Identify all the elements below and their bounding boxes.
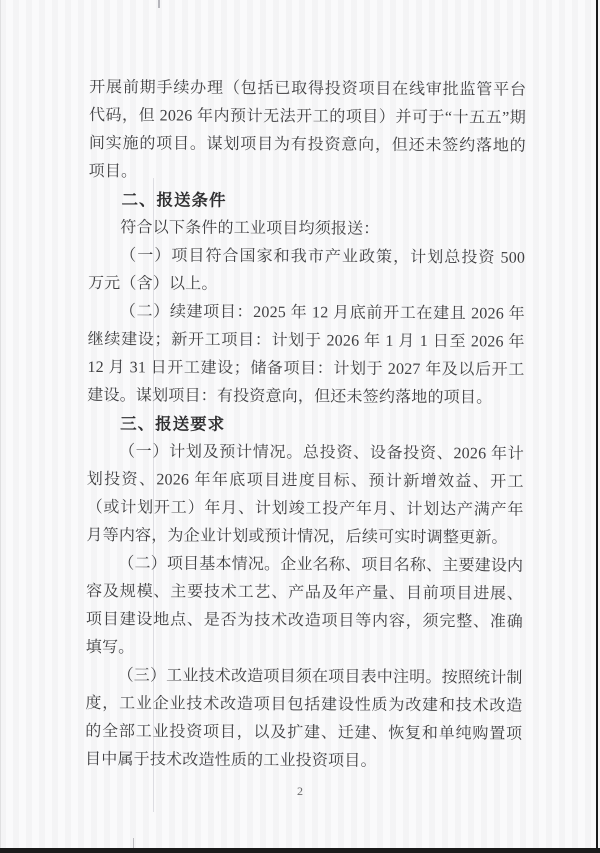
- document-body: [85, 74, 526, 777]
- scan-edge-right: [596, 0, 598, 853]
- scan-edge-left: [0, 0, 1, 853]
- section-heading-submission-requirements: 三、报送要求: [120, 415, 226, 434]
- paragraph-requirement-3-tech-renovation: （三）工业技术改造项目须在项目表中注明。按照统计制度，工业企业技术改造项目包括建设性质为改建和技术改造的全部工业投资项目，以及扩建、迁建、恢复和单纯购置项目中属于技术改造性质的工业投资项目。: [85, 667, 523, 770]
- paragraph-continuation-prep-procedures: 开展前期手续办理（包括已取得投资项目在线审批监管平台代码，但 2026 年内预计无法开工的项目）并可于“十五五”期间实施的项目。谋划项目为有投资意向，但还未签约落地的项目。: [88, 79, 527, 181]
- paragraph-requirement-2-basic-info: （二）项目基本情况。企业名称、项目名称、主要建设内容及规模、主要技术工艺、产品及年产量、目前项目进展、项目建设地点、是否为技术改造项目等内容，须完整、准确填写。: [85, 555, 524, 657]
- paragraph-condition-1-investment-threshold: （一）项目符合国家和我市产业政策，计划总投资 500 万元（含）以上。: [87, 247, 526, 293]
- paragraph-conditions-intro: 符合以下条件的工业项目均须报送：: [120, 219, 380, 238]
- page-number: 2: [297, 784, 303, 798]
- section-heading-submission-conditions: 二、报送条件: [121, 191, 227, 210]
- paragraph-condition-2-project-categories: （二）续建项目：2025 年 12 月底前开工在建且 2026 年继续建设；新开工项目：计划于 2026 年 1 月 1 日至 2026 年 12 月 31 日开工建设；储备项目：计划于 2027 年及以后开工建设。谋划项目：有投资意向，但还未签约落地的项目。: [87, 303, 525, 407]
- scan-edge-bottom: [0, 848, 600, 853]
- paragraph-requirement-1-plan-forecast: （一）计划及预计情况。总投资、设备投资、2026 年计划投资、2026 年年底项目进度目标、预计新增效益、开工（或计划开工）年月、计划竣工投产年月、计划达产满产年月等内容，为企业计划或预计情况，后续可实时调整更新。: [86, 443, 525, 547]
- scan-speck-artifact: [158, 0, 160, 8]
- scan-fold-line-artifact: [153, 178, 154, 812]
